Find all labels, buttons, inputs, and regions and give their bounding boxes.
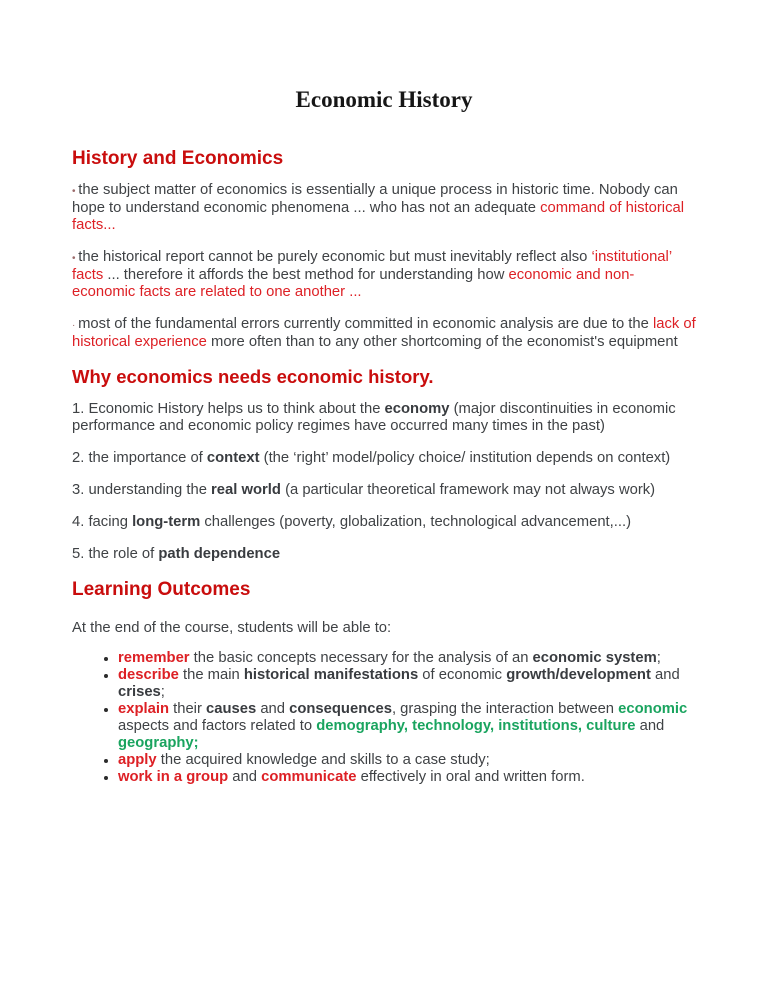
text-run: the main bbox=[178, 667, 244, 683]
text-run: economic bbox=[618, 701, 688, 717]
text-run: • bbox=[72, 253, 79, 264]
text-run: ‘institutional’ facts bbox=[72, 249, 672, 283]
list-item-describe bbox=[118, 667, 696, 701]
numbered-item-4 bbox=[72, 514, 696, 531]
text-run: consequences bbox=[289, 701, 392, 717]
outcomes-intro: At the end of the course, students will be able to: bbox=[72, 620, 392, 636]
text-run: the acquired knowledge and skills to a case study; bbox=[156, 752, 490, 768]
text-run: path dependence bbox=[158, 546, 281, 562]
text-run: explain bbox=[118, 701, 169, 717]
text-run: most of the fundamental errors currently committed in economic analysis are due to the bbox=[78, 316, 653, 332]
document-title: Economic History bbox=[295, 87, 473, 112]
text-run: 2. the importance of bbox=[72, 450, 207, 466]
text-run: communicate bbox=[261, 769, 357, 785]
text-run: economic system bbox=[532, 650, 657, 666]
text-run: lack of historical experience bbox=[72, 316, 696, 350]
text-run: 1. Economic History helps us to think about the bbox=[72, 401, 385, 417]
text-run: command of historical facts... bbox=[72, 200, 685, 233]
text-run: historical manifestations bbox=[243, 667, 419, 683]
text-run: (a particular theoretical framework may not always work) bbox=[280, 482, 656, 498]
list-item-remember bbox=[118, 650, 696, 667]
text-run: and bbox=[256, 701, 290, 717]
text-run: and bbox=[228, 769, 262, 785]
text-run: , grasping the interaction between bbox=[391, 701, 619, 717]
text-run: long-term bbox=[132, 514, 201, 530]
paragraph-historical-report bbox=[72, 249, 696, 301]
text-run: • bbox=[72, 186, 79, 197]
text-run: ; bbox=[656, 650, 661, 666]
section-heading-learning-outcomes: Learning Outcomes bbox=[72, 579, 251, 600]
text-run: geography; bbox=[118, 735, 199, 751]
text-run: and bbox=[650, 667, 680, 683]
text-run: 4. facing bbox=[72, 514, 133, 530]
list-item-explain bbox=[118, 701, 696, 752]
text-run: real world bbox=[211, 482, 281, 498]
text-run: ... bbox=[345, 284, 362, 300]
text-run: (the ‘right’ model/policy choice/ institution depends on context) bbox=[259, 450, 671, 466]
text-run: work in a group bbox=[118, 769, 229, 785]
list-item-work-in-group bbox=[118, 769, 696, 786]
numbered-item-2 bbox=[72, 450, 696, 467]
text-run: (major discontinuities in economic performance and economic policy regimes have occurred many times in the past) bbox=[72, 401, 676, 434]
list-item-apply bbox=[118, 752, 696, 769]
text-run: and bbox=[635, 718, 665, 734]
paragraph-fundamental-errors bbox=[72, 316, 696, 351]
text-run: 5. the role of bbox=[72, 546, 159, 562]
text-run: causes bbox=[206, 701, 257, 717]
text-run: apply bbox=[118, 752, 157, 768]
text-run: economic and non-economic facts are related to one another bbox=[72, 267, 635, 300]
text-run: the basic concepts necessary for the analysis of an bbox=[189, 650, 533, 666]
numbered-item-5 bbox=[72, 546, 696, 563]
text-run: growth/development bbox=[506, 667, 651, 683]
text-run: their bbox=[169, 701, 207, 717]
text-run: context bbox=[206, 450, 260, 466]
numbered-item-1 bbox=[72, 401, 696, 435]
text-run: crises bbox=[118, 684, 161, 700]
text-run: ; bbox=[160, 684, 165, 700]
learning-outcomes-list bbox=[72, 650, 696, 786]
paragraph-subject-matter bbox=[72, 182, 696, 234]
section-heading-history-and-economics: History and Economics bbox=[72, 148, 284, 169]
text-run: 3. understanding the bbox=[72, 482, 212, 498]
text-run: describe bbox=[118, 667, 179, 683]
text-run: the subject matter of economics is essentially a unique process in historic time. Nobody can hope to understand economic phenomena ... who has not an adequate bbox=[72, 182, 678, 216]
text-run: aspects and factors related to bbox=[118, 718, 317, 734]
text-run: the historical report cannot be purely economic but must inevitably reflect also bbox=[78, 249, 592, 265]
text-run: challenges (poverty, globalization, technological advancement,...) bbox=[200, 514, 632, 530]
text-run: demography, technology, institutions, culture bbox=[316, 718, 636, 734]
numbered-item-3 bbox=[72, 482, 696, 499]
text-run: of economic bbox=[418, 667, 507, 683]
text-run: effectively in oral and written form. bbox=[356, 769, 585, 785]
text-run: more often than to any other shortcoming of the economist's equipment bbox=[206, 334, 678, 350]
text-run: remember bbox=[118, 650, 190, 666]
text-run: economy bbox=[384, 401, 450, 417]
section-heading-why-economics: Why economics needs economic history. bbox=[72, 366, 434, 387]
text-run: ... therefore it affords the best method for understanding how bbox=[103, 267, 509, 283]
text-run: · bbox=[72, 320, 79, 331]
